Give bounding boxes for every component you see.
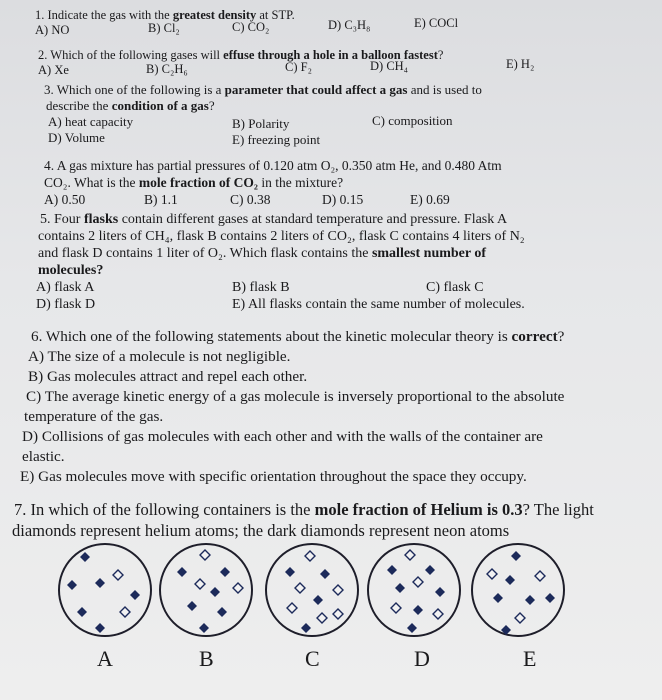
q5-option-b[interactable]: B) flask B (232, 280, 290, 295)
q5-option-c[interactable]: C) flask C (426, 280, 484, 295)
helium-atom (120, 607, 130, 617)
neon-atom (95, 578, 105, 588)
q4-stem2-end: in the mixture? (257, 175, 344, 190)
q2-stem-end: ? (437, 48, 444, 62)
neon-atom (435, 587, 445, 597)
neon-atom (407, 623, 417, 633)
helium-atom (333, 585, 343, 595)
q5-option-a[interactable]: A) flask A (36, 280, 95, 295)
neon-atom (301, 623, 311, 633)
q6-stem-bold: correct (511, 328, 558, 345)
neon-atom (320, 569, 330, 579)
helium-atom (405, 550, 415, 560)
q3-option-a[interactable]: A) heat capacity (48, 114, 134, 129)
helium-atom (295, 583, 305, 593)
q5-stem3-text: and flask D contains 1 liter of O₂. Which flask contains the (38, 246, 372, 261)
q2-stem-bold: effuse through a hole in a balloon fastest (223, 48, 438, 62)
q6-option-b[interactable]: B) Gas molecules attract and repel each other. (28, 368, 308, 385)
q6-stem-end: ? (557, 328, 565, 345)
q3-option-e[interactable]: E) freezing point (232, 132, 321, 147)
neon-atom (220, 567, 230, 577)
q5-stem1-end: contain different gases at standard temperature and pressure. Flask A (118, 212, 508, 227)
label-e: E (523, 646, 537, 671)
q3-option-b[interactable]: B) Polarity (232, 116, 290, 131)
helium-atom (515, 613, 525, 623)
neon-atom (313, 595, 323, 605)
neon-atom (395, 583, 405, 593)
q6-option-c[interactable]: C) The average kinetic energy of a gas molecule is inversely proportional to the absolute (26, 388, 565, 405)
helium-atom (200, 550, 210, 560)
helium-atom (391, 603, 401, 613)
q3-stem2-bold: condition of a gas (111, 98, 209, 113)
q5-option-e[interactable]: E) All flasks contain the same number of molecules. (232, 297, 525, 312)
q1-option-e[interactable]: E) COCl (414, 16, 459, 30)
q6-option-c-cont: temperature of the gas. (24, 408, 164, 425)
helium-atom (433, 609, 443, 619)
helium-atom (233, 583, 243, 593)
container-a-circle (59, 544, 151, 636)
q4-option-a[interactable]: A) 0.50 (44, 192, 86, 207)
q4-option-e[interactable]: E) 0.69 (410, 192, 450, 207)
q5-stem1-bold: flasks (83, 212, 119, 227)
neon-atom (493, 593, 503, 603)
q7-stem-line-2: diamonds represent helium atoms; the dark diamonds represent neon atoms (12, 521, 510, 540)
helium-atom (287, 603, 297, 613)
container-a[interactable] (59, 544, 151, 636)
q2-option-c[interactable]: C) F₂ (285, 60, 312, 74)
neon-atom (511, 551, 521, 561)
q2-option-e[interactable]: E) H₂ (506, 57, 535, 71)
q6-option-a[interactable]: A) The size of a molecule is not negligible. (28, 348, 291, 365)
q1-option-a[interactable]: A) NO (35, 23, 70, 37)
container-c[interactable] (266, 544, 358, 636)
neon-atom (199, 623, 209, 633)
q3-option-c[interactable]: C) composition (372, 113, 453, 128)
q2-option-b[interactable]: B) C₂H₆ (146, 62, 188, 76)
q4-option-b[interactable]: B) 1.1 (144, 192, 178, 207)
label-a: A (97, 646, 113, 671)
neon-atom (80, 552, 90, 562)
q3-stem-text: 3. Which one of the following is a (44, 82, 225, 97)
q1-stem-text: 1. Indicate the gas with the (35, 8, 173, 22)
q4-stem2-text: CO₂. What is the (44, 175, 139, 190)
q2-option-a[interactable]: A) Xe (38, 63, 69, 77)
neon-atom (187, 601, 197, 611)
helium-atom (195, 579, 205, 589)
q2-stem-text: 2. Which of the following gases will (38, 48, 224, 62)
q5-stem4-bold: molecules? (38, 263, 104, 278)
q3-stem-end: and is used to (407, 82, 482, 97)
neon-atom (505, 575, 515, 585)
q7-stem-text: 7. In which of the following containers is the (14, 500, 315, 519)
q1-stem-end: at STP. (256, 8, 295, 22)
label-c: C (305, 646, 320, 671)
neon-atom (413, 605, 423, 615)
helium-atom (487, 569, 497, 579)
q3-stem2-end: ? (208, 98, 215, 113)
container-e[interactable] (472, 544, 564, 636)
q3-stem-bold: parameter that could affect a gas (224, 82, 408, 97)
q1-option-b[interactable]: B) Cl₂ (148, 21, 180, 35)
q7-stem-bold: mole fraction of Helium is 0.3 (314, 500, 523, 519)
neon-atom (67, 580, 77, 590)
helium-atom (113, 570, 123, 580)
q1-option-c[interactable]: C) CO₂ (232, 20, 270, 34)
q7-stem-end: ? The light (522, 500, 594, 519)
container-b[interactable] (160, 544, 252, 636)
helium-atom (317, 613, 327, 623)
q3-option-d[interactable]: D) Volume (48, 130, 105, 145)
q6-option-e[interactable]: E) Gas molecules move with specific orientation throughout the space they occupy. (20, 468, 527, 485)
q4-stem-line-1: 4. A gas mixture has partial pressures of 0.120 atm O₂, 0.350 atm He, and 0.480 Atm (44, 158, 502, 173)
q5-option-d[interactable]: D) flask D (36, 297, 96, 312)
q5-stem3-bold: smallest number of (371, 246, 487, 261)
neon-atom (545, 593, 555, 603)
neon-atom (177, 567, 187, 577)
q1-option-d[interactable]: D) C₃H₈ (328, 18, 371, 32)
neon-atom (425, 565, 435, 575)
q1-stem-bold: greatest density (172, 8, 257, 22)
neon-atom (217, 607, 227, 617)
helium-atom (333, 609, 343, 619)
helium-atom (305, 551, 315, 561)
neon-atom (210, 587, 220, 597)
q6-option-d-cont: elastic. (22, 448, 65, 465)
helium-atom (413, 577, 423, 587)
q4-option-c[interactable]: C) 0.38 (230, 192, 271, 207)
q6-option-d[interactable]: D) Collisions of gas molecules with each other and with the walls of the container are (22, 428, 543, 445)
q4-option-d[interactable]: D) 0.15 (322, 192, 364, 207)
helium-atom (535, 571, 545, 581)
neon-atom (387, 565, 397, 575)
q3-stem2-text: describe the (46, 98, 112, 113)
container-d-circle (368, 544, 460, 636)
neon-atom (285, 567, 295, 577)
container-d[interactable] (368, 544, 460, 636)
q5-stem1-text: 5. Four (40, 212, 84, 227)
q6-stem-text: 6. Which one of the following statements about the kinetic molecular theory is (31, 328, 512, 345)
label-d: D (414, 646, 430, 671)
q2-option-d[interactable]: D) CH₄ (370, 59, 409, 73)
neon-atom (525, 595, 535, 605)
neon-atom (77, 607, 87, 617)
q5-stem-line-2: contains 2 liters of CH₄, flask B contains 2 liters of CO₂, flask C contains 4 liters of N₂ (38, 229, 525, 244)
label-b: B (199, 646, 214, 671)
neon-atom (95, 623, 105, 633)
neon-atom (130, 590, 140, 600)
q4-stem2-bold: mole fraction of CO₂ (138, 175, 258, 190)
